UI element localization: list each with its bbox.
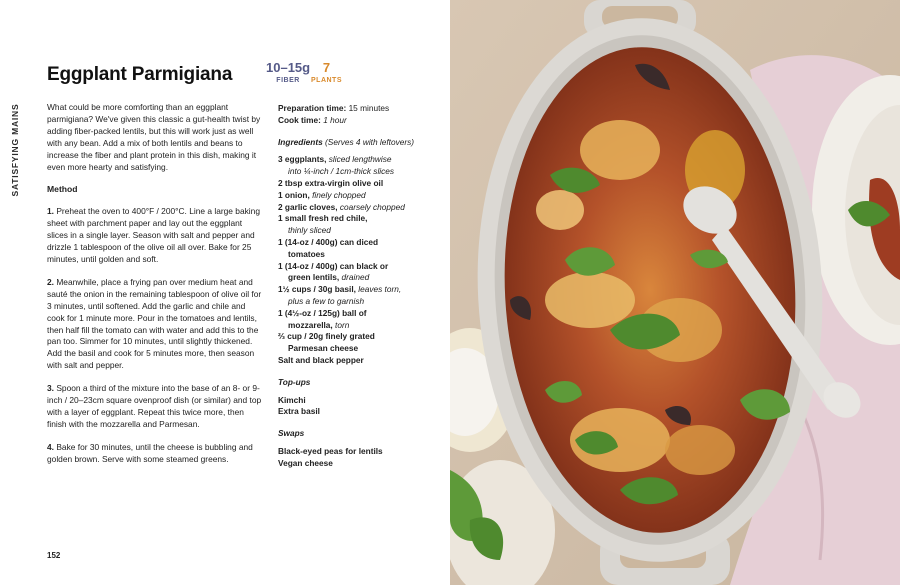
- method-step: [47, 206, 265, 266]
- step-text: Bake for 30 minutes, until the cheese is bubbling and golden brown. Serve with some steamed greens.: [47, 441, 253, 464]
- ingredient-quantity: ⅔ cup / 20g finely grated: [278, 331, 375, 342]
- ingredient-description: leaves torn,: [358, 284, 402, 295]
- ingredient-continuation-text: plus a few to garnish: [288, 295, 365, 306]
- cook-time-value: 1 hour: [323, 114, 347, 125]
- ingredient-quantity: 1 onion,: [278, 189, 310, 200]
- ingredient-quantity: 1 (4½-oz / 125g) ball of: [278, 307, 367, 318]
- ingredient-item: [278, 190, 428, 202]
- section-side-label: SATISFYING MAINS: [10, 103, 20, 197]
- ingredient-item: [278, 261, 428, 285]
- swap-item: Black-eyed peas for lentils: [278, 445, 383, 456]
- ingredients-list: [278, 154, 428, 366]
- plants-value: 7: [322, 60, 331, 75]
- ingredient-continuation: [278, 225, 428, 237]
- ingredient-continuation-text: thinly sliced: [288, 225, 331, 236]
- method-heading: Method: [47, 184, 78, 195]
- ingredient-item: [278, 178, 428, 190]
- ingredient-item: [278, 331, 428, 355]
- method-steps: [47, 206, 265, 465]
- step-number: 1.: [47, 206, 54, 217]
- ingredient-continuation-text: tomatoes: [288, 248, 325, 259]
- step-text: Meanwhile, place a frying pan over medium heat and sauté the onion in the remaining tablespoon of olive oil for 3 minutes, until softened. Add the garlic and chile and cook for 1 minute more. Pour in the tomatoes and lentils, then half fill the tomato can with water and add this to the pan too. Simmer for 10 minutes, until slightly thickened. Add the basil and cook for 5 minutes more, then season with salt and pepper.: [47, 276, 262, 371]
- ingredient-item: [278, 284, 428, 308]
- ingredient-item: [278, 213, 428, 237]
- eggplant-parmigiana-photo: [450, 0, 900, 585]
- ingredient-continuation-text: green lentils,: [288, 272, 340, 283]
- food-photo-illustration: [450, 0, 900, 585]
- swap-item: Vegan cheese: [278, 457, 333, 468]
- ingredient-continuation: [278, 272, 428, 284]
- ingredient-continuation: [278, 166, 428, 178]
- plants-label: PLANTS: [311, 77, 342, 84]
- topup-item: Kimchi: [278, 394, 306, 405]
- ingredient-item: [278, 237, 428, 261]
- ingredient-item: [278, 355, 428, 367]
- recipe-title: Eggplant Parmigiana: [47, 64, 233, 85]
- prep-time: [278, 103, 428, 115]
- step-number: 4.: [47, 441, 54, 452]
- fiber-stat: [266, 60, 310, 85]
- ingredient-quantity: 1½ cups / 30g basil,: [278, 284, 356, 295]
- prep-time-value: 15 minutes: [348, 103, 390, 113]
- ingredient-item: [278, 202, 428, 214]
- left-column: [47, 102, 265, 477]
- prep-time-label: Preparation time:: [278, 103, 347, 113]
- intro-paragraph: What could be more comforting than an eggplant parmigiana? We've given this classic a gut-health twist by adding fiber-packed lentils, but this will work just as well with any bean. Add a mix of both lentils and beans to increase the fiber and plant protein in this dish, making it even more hearty and satisfying.: [47, 102, 261, 172]
- step-text: Preheat the oven to 400°F / 200°C. Line a large baking sheet with parchment paper and lay out the eggplant slices in a single layer. Season with salt and pepper and drizzle 1 tablespoon of the olive oil all over. Bake for 25 minutes, until golden and soft.: [47, 206, 260, 264]
- swaps-heading: Swaps: [278, 428, 305, 439]
- ingredient-quantity: 2 tbsp extra-virgin olive oil: [278, 177, 384, 188]
- step-number: 2.: [47, 276, 54, 287]
- ingredient-quantity: 3 eggplants,: [278, 154, 327, 165]
- page-number: 152: [47, 551, 61, 560]
- ingredient-quantity: Salt and black pepper: [278, 354, 364, 365]
- ingredient-description: sliced lengthwise: [328, 154, 392, 165]
- method-step: [47, 383, 265, 431]
- right-column: [278, 103, 428, 470]
- ingredient-description: finely chopped: [312, 189, 366, 200]
- ingredient-quantity: 2 garlic cloves,: [278, 201, 338, 212]
- ingredient-continuation: [278, 343, 428, 355]
- ingredient-item: [278, 308, 428, 332]
- ingredient-quantity: 1 small fresh red chile,: [278, 213, 368, 224]
- topup-item: Extra basil: [278, 406, 320, 417]
- cook-time: [278, 115, 428, 127]
- ingredient-continuation: [278, 249, 428, 261]
- topups-list: [278, 395, 428, 419]
- ingredient-description: coarsely chopped: [339, 201, 405, 212]
- cook-time-label: Cook time:: [278, 114, 321, 125]
- step-text: Spoon a third of the mixture into the base of an 8- or 9-inch / 20–23cm square ovenproof dish (or similar) and top with a layer of eggplant. Repeat this twice more, then finish with the mozzarella and Parmesan.: [47, 383, 262, 429]
- method-step: [47, 442, 265, 466]
- plants-stat: [311, 60, 342, 85]
- ingredient-continuation: [278, 296, 428, 308]
- topups-heading: Top-ups: [278, 376, 311, 387]
- ingredients-heading: Ingredients (Serves 4 with leftovers): [278, 136, 415, 147]
- servings-note: (Serves 4 with leftovers): [325, 136, 415, 147]
- ingredient-item: [278, 154, 428, 178]
- method-step: [47, 277, 265, 372]
- fiber-value: 10–15g: [266, 60, 311, 75]
- ingredient-continuation-text: into ¼-inch / 1cm-thick slices: [288, 166, 395, 177]
- ingredient-continuation-note: torn: [335, 319, 350, 330]
- swaps-list: [278, 446, 428, 470]
- ingredient-quantity: 1 (14-oz / 400g) can black or: [278, 260, 389, 271]
- ingredient-continuation: [278, 320, 428, 332]
- ingredient-continuation-note: drained: [341, 272, 370, 283]
- fiber-label: FIBER: [276, 77, 300, 84]
- ingredient-continuation-text: Parmesan cheese: [288, 343, 359, 354]
- step-number: 3.: [47, 383, 54, 394]
- ingredient-quantity: 1 (14-oz / 400g) can diced: [278, 236, 379, 247]
- ingredient-continuation-text: mozzarella,: [288, 319, 333, 330]
